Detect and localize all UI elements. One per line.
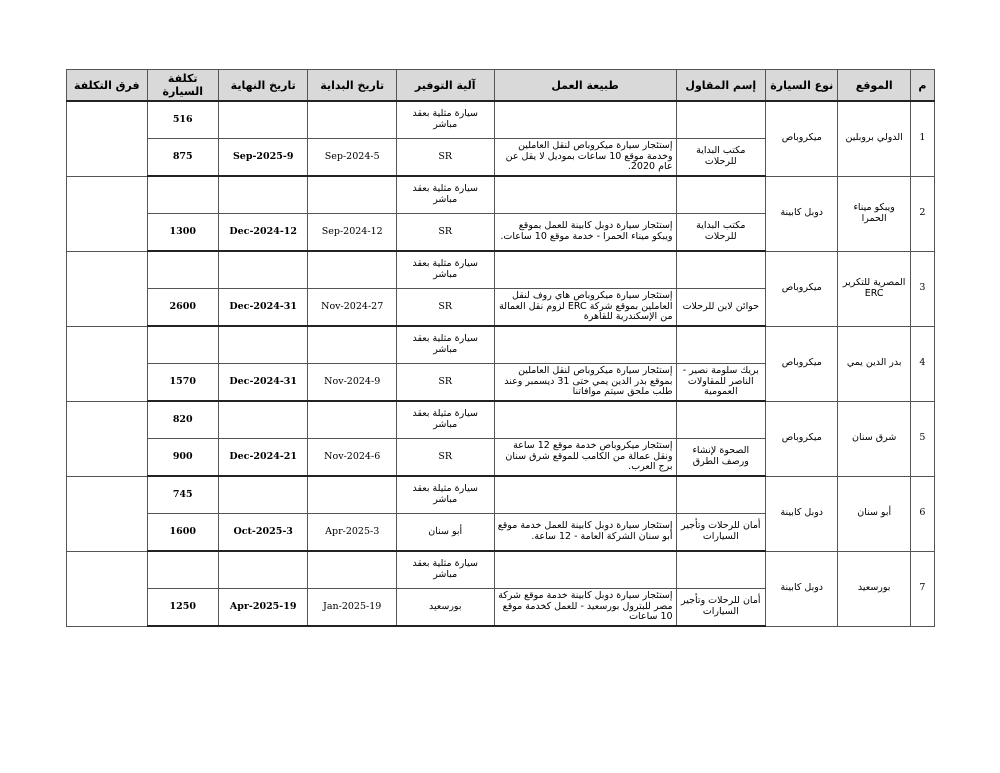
start-date-cell-empty — [308, 401, 397, 439]
start-date-cell: 27-Nov-2024 — [308, 289, 397, 327]
header-provision: آلية التوفير — [396, 70, 494, 102]
cost-cell: 745 — [147, 476, 218, 514]
contractor-cell: مكتب البداية للرحلات — [676, 139, 766, 177]
car-type-cell: ميكروباص — [766, 251, 838, 326]
site-cell: بدر الدين يمي — [838, 326, 910, 401]
end-date-cell-empty — [218, 476, 308, 514]
start-date-cell: 9-Nov-2024 — [308, 364, 397, 402]
table-row — [67, 101, 935, 139]
end-date-cell: 21-Dec-2024 — [218, 439, 308, 477]
start-date-cell-empty — [308, 326, 397, 364]
cost-cell: 516 — [147, 101, 218, 139]
car-type-cell: دوبل كابينة — [766, 476, 838, 551]
cost-cell — [147, 326, 218, 364]
row-number: 3 — [910, 251, 934, 326]
car-type-cell: دوبل كابينة — [766, 176, 838, 251]
provision-cell: SR — [396, 364, 494, 402]
cost-difference-cell — [67, 101, 148, 176]
work-nature-cell-empty — [494, 101, 676, 139]
contractor-cell: أمان للرحلات وتأجير السيارات — [676, 514, 766, 552]
end-date-cell-empty — [218, 101, 308, 139]
start-date-cell: 3-Apr-2025 — [308, 514, 397, 552]
car-type-cell: دوبل كابينة — [766, 551, 838, 626]
site-cell: ويبكو ميناء الحمرا — [838, 176, 910, 251]
table-row — [67, 176, 935, 214]
cost-difference-cell — [67, 551, 148, 626]
cost-cell: 1570 — [147, 364, 218, 402]
work-nature-cell: إستئجار سيارة دوبل كابينة للعمل خدمة موقع أبو سنان الشركة العامة - 12 ساعة. — [494, 514, 676, 552]
end-date-cell-empty — [218, 551, 308, 589]
contractor-cell: مكتب البداية للرحلات — [676, 214, 766, 252]
site-cell: أبو سنان — [838, 476, 910, 551]
end-date-cell-empty — [218, 251, 308, 289]
table-row — [67, 401, 935, 439]
contractor-cell-empty — [676, 101, 766, 139]
row-number: 4 — [910, 326, 934, 401]
end-date-cell: 12-Dec-2024 — [218, 214, 308, 252]
cost-cell — [147, 551, 218, 589]
header-work-nature: طبيعة العمل — [494, 70, 676, 102]
header-end-date: تاريخ النهاية — [218, 70, 308, 102]
provision-cell: SR — [396, 214, 494, 252]
cost-difference-cell — [67, 176, 148, 251]
start-date-cell-empty — [308, 101, 397, 139]
car-type-cell: ميكروباص — [766, 401, 838, 476]
start-date-cell-empty — [308, 476, 397, 514]
work-nature-cell: إستئجار سيارة ميكروباص هاي روف لنقل العاملين بموقع شركة ERC لزوم نقل العمالة من الإسكندرية للقاهرة — [494, 289, 676, 327]
provision-cell: سيارة مثلية بعقد مباشر — [396, 101, 494, 139]
work-nature-cell: إستئجار ميكروباص خدمة موقع 12 ساعة ونقل عمالة من الكامب للموقع شرق سنان برج العرب. — [494, 439, 676, 477]
work-nature-cell-empty — [494, 401, 676, 439]
end-date-cell: 31-Dec-2024 — [218, 364, 308, 402]
provision-cell: سيارة مثلية بعقد مباشر — [396, 176, 494, 214]
work-nature-cell: إستئجار سيارة دوبل كابينة للعمل بموقع ويبكو ميناء الحمرا - خدمة موقع 10 ساعات. — [494, 214, 676, 252]
start-date-cell-empty — [308, 176, 397, 214]
contracts-table — [66, 69, 935, 627]
contractor-cell-empty — [676, 326, 766, 364]
car-type-cell: ميكروباص — [766, 326, 838, 401]
cost-cell — [147, 251, 218, 289]
provision-cell: SR — [396, 439, 494, 477]
provision-cell: سيارة مثيلة بعقد مباشر — [396, 476, 494, 514]
header-num: م — [910, 70, 934, 102]
end-date-cell-empty — [218, 176, 308, 214]
contractor-cell-empty — [676, 476, 766, 514]
work-nature-cell-empty — [494, 476, 676, 514]
start-date-cell: 6-Nov-2024 — [308, 439, 397, 477]
cost-cell: 900 — [147, 439, 218, 477]
car-type-cell: ميكروباص — [766, 101, 838, 176]
provision-cell: أبو سنان — [396, 514, 494, 552]
row-number: 5 — [910, 401, 934, 476]
site-cell: الدولي بروبلين — [838, 101, 910, 176]
provision-cell: سيارة مثلية بعقد مباشر — [396, 251, 494, 289]
contractor-cell-empty — [676, 401, 766, 439]
row-number: 7 — [910, 551, 934, 626]
start-date-cell-empty — [308, 251, 397, 289]
work-nature-cell-empty — [494, 326, 676, 364]
start-date-cell: 19-Jan-2025 — [308, 589, 397, 627]
row-number: 6 — [910, 476, 934, 551]
work-nature-cell: إستئجار سيارة ميكروباص لنقل العاملين وخدمة موقع 10 ساعات بموديل لا يقل عن عام 2020. — [494, 139, 676, 177]
provision-cell: SR — [396, 289, 494, 327]
provision-cell: سيارة مثلية بعقد مباشر — [396, 551, 494, 589]
cost-cell: 1300 — [147, 214, 218, 252]
provision-cell: سيارة مثلية بعقد مباشر — [396, 326, 494, 364]
work-nature-cell-empty — [494, 176, 676, 214]
header-row — [67, 70, 935, 102]
contractor-cell: حوائن لاين للرحلات — [676, 289, 766, 327]
cost-cell: 2600 — [147, 289, 218, 327]
cost-difference-cell — [67, 476, 148, 551]
contractor-cell: الصحوة لإنشاء ورصف الطرق — [676, 439, 766, 477]
work-nature-cell-empty — [494, 251, 676, 289]
end-date-cell-empty — [218, 401, 308, 439]
work-nature-cell: إستئجار سيارة ميكروباص لنقل العاملين بموقع بدر الدين يمي حتى 31 ديسمبر وعند طلب ملحق سيتم موافاتنا — [494, 364, 676, 402]
start-date-cell-empty — [308, 551, 397, 589]
site-cell: بورسعيد — [838, 551, 910, 626]
cost-cell: 875 — [147, 139, 218, 177]
header-cost-difference: فرق التكلفة — [67, 70, 148, 102]
end-date-cell-empty — [218, 326, 308, 364]
end-date-cell: 3-Oct-2025 — [218, 514, 308, 552]
start-date-cell: 12-Sep-2024 — [308, 214, 397, 252]
cost-cell: 1250 — [147, 589, 218, 627]
header-contractor: إسم المقاول — [676, 70, 766, 102]
cost-cell: 1600 — [147, 514, 218, 552]
site-cell: المصرية للتكرير ERC — [838, 251, 910, 326]
table-body — [67, 101, 935, 626]
contractor-cell-empty — [676, 551, 766, 589]
header-car-type: نوع السيارة — [766, 70, 838, 102]
contractor-cell: أمان للرحلات وتأجير السيارات — [676, 589, 766, 627]
table-row — [67, 326, 935, 364]
contractor-cell-empty — [676, 176, 766, 214]
header-start-date: تاريخ البداية — [308, 70, 397, 102]
start-date-cell: 5-Sep-2024 — [308, 139, 397, 177]
contractor-cell-empty — [676, 251, 766, 289]
contractor-cell: بريك سلومة نصير - الناصر للمقاولات العمومية — [676, 364, 766, 402]
table-row — [67, 476, 935, 514]
provision-cell: سيارة مثيلة بعقد مباشر — [396, 401, 494, 439]
work-nature-cell: إستئجار سيارة دوبل كابينة خدمة موقع شركة مصر للبترول بورسعيد - للعمل كخدمة موقع 10 ساعات — [494, 589, 676, 627]
table-row — [67, 551, 935, 589]
site-cell: شرق سنان — [838, 401, 910, 476]
row-number: 1 — [910, 101, 934, 176]
end-date-cell: 9-Sep-2025 — [218, 139, 308, 177]
header-site: الموقع — [838, 70, 910, 102]
provision-cell: بورسعيد — [396, 589, 494, 627]
work-nature-cell-empty — [494, 551, 676, 589]
header-cost: تكلفة السيارة — [147, 70, 218, 102]
table-row — [67, 251, 935, 289]
end-date-cell: 19-Apr-2025 — [218, 589, 308, 627]
row-number: 2 — [910, 176, 934, 251]
cost-cell: 820 — [147, 401, 218, 439]
provision-cell: SR — [396, 139, 494, 177]
cost-difference-cell — [67, 326, 148, 401]
cost-difference-cell — [67, 401, 148, 476]
end-date-cell: 31-Dec-2024 — [218, 289, 308, 327]
cost-difference-cell — [67, 251, 148, 326]
cost-cell — [147, 176, 218, 214]
